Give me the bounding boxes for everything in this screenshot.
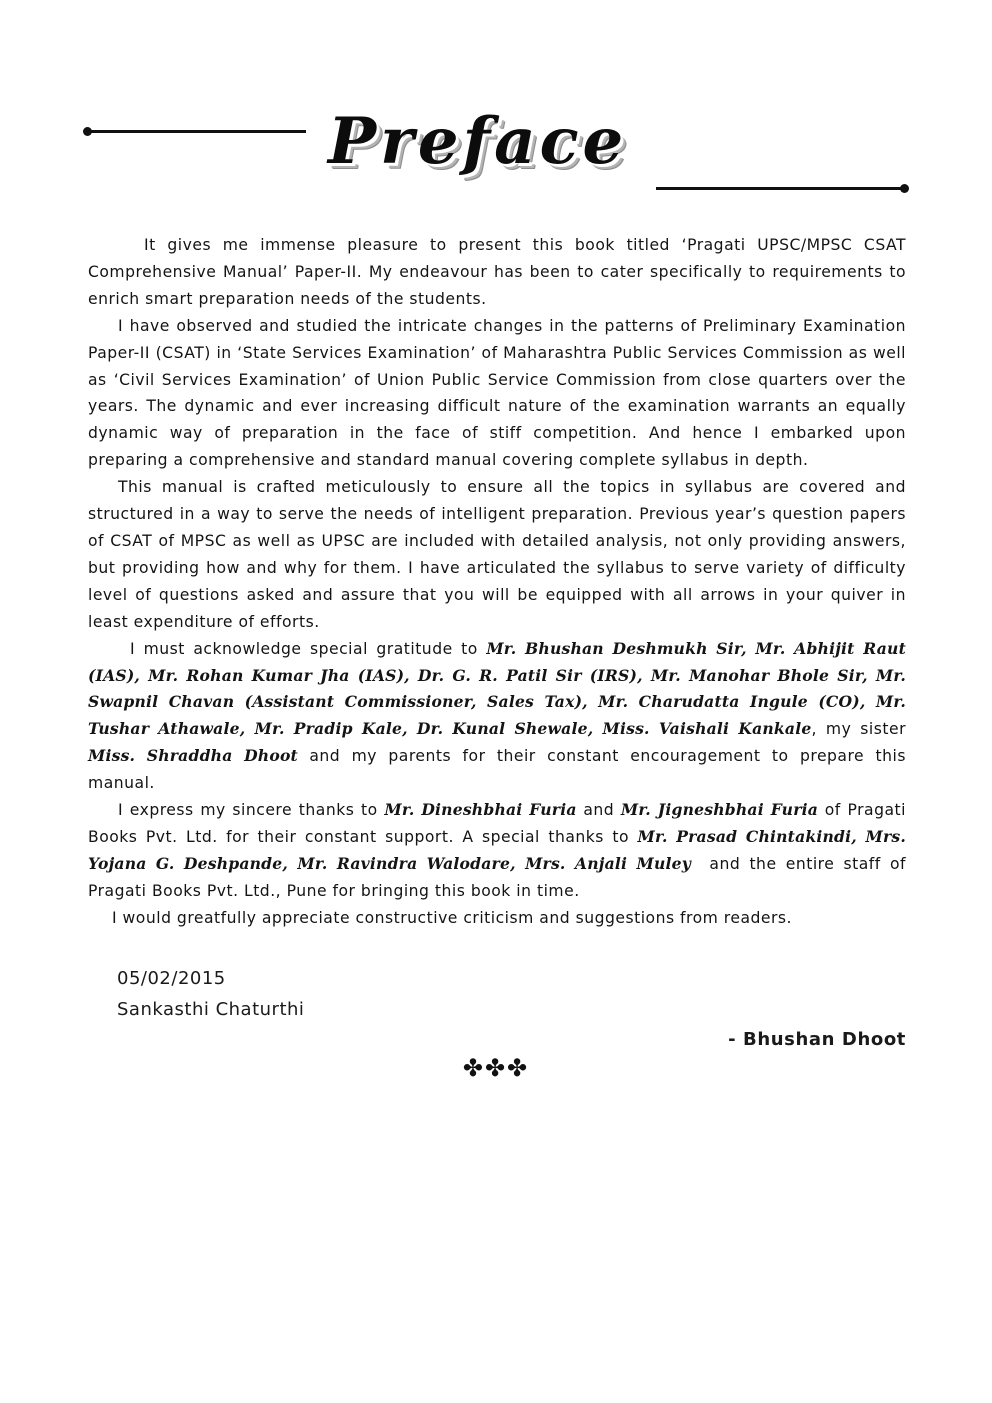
- ack-sister-name: Miss. Shraddha Dhoot: [88, 746, 298, 766]
- paragraph-3: This manual is crafted meticulously to ensure all the topics in syllabus are covered and structured in a way to serve the needs of intelligent preparation. Previous year’s question papers of CSAT of MPSC as well as UPSC are included with detailed analysis, not only providing answers, but providing how and why for them. I have articulated the syllabus to serve variety of difficulty level of questions asked and assure that you will be equipped with all arrows in your quiver in least expenditure of efforts.: [88, 478, 906, 631]
- preface-occasion: Sankasthi Chaturthi: [117, 999, 305, 1020]
- right-decorative-rule: [656, 187, 906, 190]
- paragraph-6: I would greatfully appreciate constructive criticism and suggestions from readers.: [112, 908, 793, 927]
- ack-intro: I must acknowledge special gratitude to: [130, 639, 478, 658]
- thanks-name-1: Mr. Dineshbhai Furia: [384, 800, 577, 820]
- ack-names: Mr. Bhushan Deshmukh Sir, Mr. Abhijit Raut (IAS), Mr. Rohan Kumar Jha (IAS), Dr. G. R. Patil Sir (IRS), Mr. Manohar Bhole Sir, Mr. Swapnil Chavan (Assistant Commissioner, Sales Tax), Mr. Charudatta Ingule (CO), Mr. Tushar Athawale, Mr. Pradip Kale, Dr. Kunal Shewale, Miss. Vaishali Kankale: [88, 638, 906, 739]
- ack-end: and my parents for their constant encouragement to prepare this manual.: [88, 747, 907, 793]
- left-decorative-rule: [86, 130, 306, 133]
- author-signature: - Bhushan Dhoot: [728, 1029, 906, 1050]
- end-ornament: ✤✤✤: [462, 1054, 530, 1082]
- paragraph-1: It gives me immense pleasure to present this book titled ‘Pragati UPSC/MPSC CSAT Comprehensive Manual’ Paper-II. My endeavour has been to cater specifically to requirements to enrich smart preparation needs of the students.: [88, 236, 906, 308]
- preface-date: 05/02/2015: [117, 968, 226, 989]
- rule-end-dot: [900, 184, 909, 193]
- preface-body: [88, 232, 906, 932]
- paragraph-5-thanks: [88, 797, 906, 905]
- page-title: Preface: [328, 104, 628, 179]
- thanks-staff-names: Mr. Prasad Chintakindi, Mrs. Yojana G. Deshpande, Mr. Ravindra Walodare, Mrs. Anjali Muley: [88, 826, 907, 873]
- thanks-end: and the entire staff of Pragati Books Pvt. Ltd., Pune for bringing this book in time.: [88, 854, 906, 900]
- rule-end-dot: [83, 127, 92, 136]
- ack-mid: , my sister: [811, 720, 906, 739]
- thanks-name-2: Mr. Jigneshbhai Furia: [620, 800, 819, 820]
- paragraph-4-acknowledgement: [88, 636, 906, 797]
- thanks-mid: of Pragati Books Pvt. Ltd. for their constant support. A special thanks to: [88, 801, 906, 846]
- thanks-and: and: [583, 801, 615, 820]
- thanks-intro: I express my sincere thanks to: [118, 801, 378, 820]
- paragraph-2: I have observed and studied the intricate changes in the patterns of Preliminary Examination Paper-II (CSAT) in ‘State Services Examination’ of Maharashtra Public Services Commission as well as ‘Civil Services Examination’ of Union Public Service Commission from close quarters over the years. The dynamic and ever increasing difficult nature of the examination warrants an equally dynamic way of preparation in the face of stiff competition. And hence I embarked upon preparing a comprehensive and standard manual covering complete syllabus in depth.: [88, 316, 906, 470]
